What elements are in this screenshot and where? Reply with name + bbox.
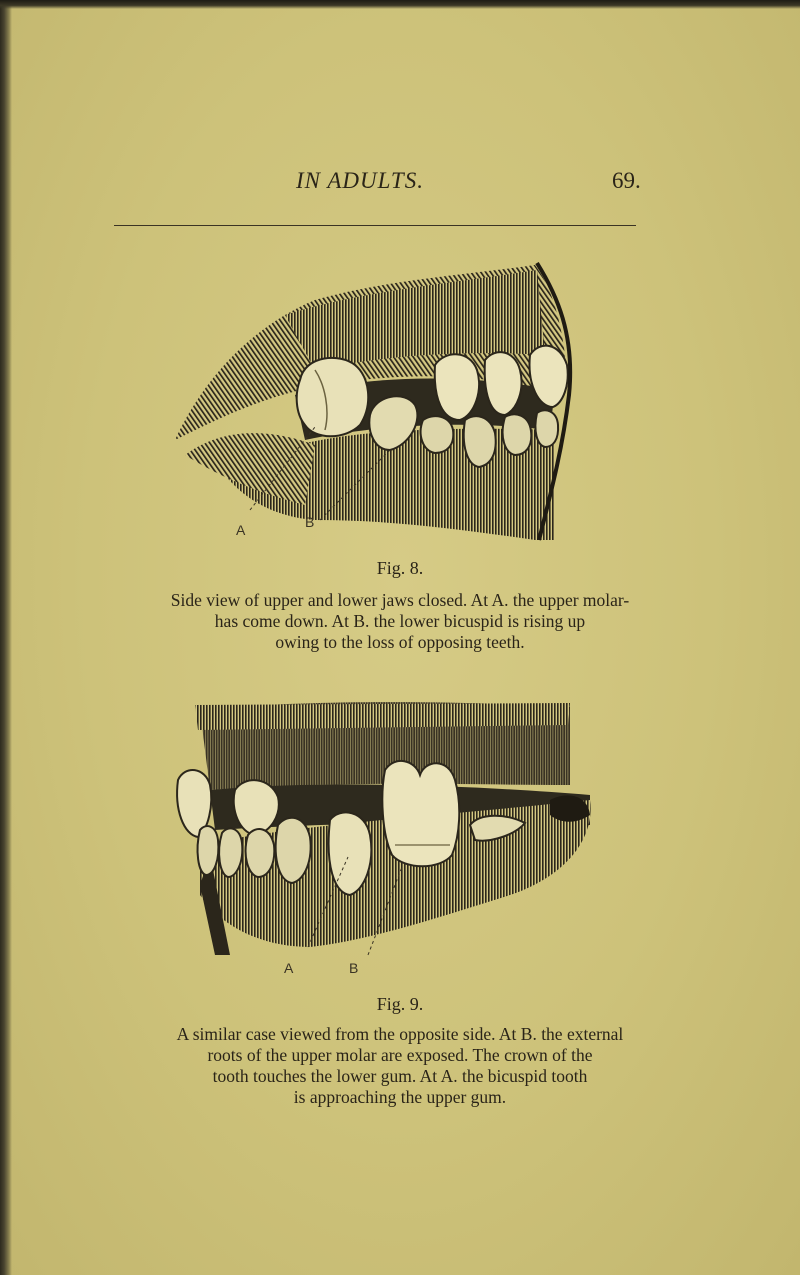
caption-line: owing to the loss of opposing teeth. (275, 632, 525, 652)
figure-8-caption (100, 590, 700, 653)
running-head: IN ADULTS. (296, 168, 424, 193)
figure-8-label: Fig. 8. (376, 558, 424, 578)
top-edge (0, 0, 800, 9)
header-rule (114, 225, 636, 226)
caption-line: A similar case viewed from the opposite side. At B. the external (176, 1024, 624, 1044)
figure-9-caption (60, 1024, 740, 1108)
page-number: 69. (612, 168, 641, 193)
caption-line: tooth touches the lower gum. At A. the bicuspid tooth (212, 1066, 588, 1086)
figure-8-letter-a: A (236, 522, 246, 538)
caption-line: is approaching the upper gum. (293, 1087, 507, 1107)
figure-9-label: Fig. 9. (376, 994, 424, 1014)
figure-8-letter-b: B (305, 514, 315, 530)
figure-9-letter-b: B (349, 960, 359, 976)
figure-9-engraving (170, 685, 600, 960)
caption-line: has come down. At B. the lower bicuspid is rising up (214, 611, 586, 631)
binding-edge (0, 0, 12, 1275)
figure-9-letter-a: A (284, 960, 294, 976)
caption-line: roots of the upper molar are exposed. The crown of the (207, 1045, 593, 1065)
figure-8-engraving (165, 255, 585, 545)
caption-line: Side view of upper and lower jaws closed. At A. the upper molar- (170, 590, 630, 610)
